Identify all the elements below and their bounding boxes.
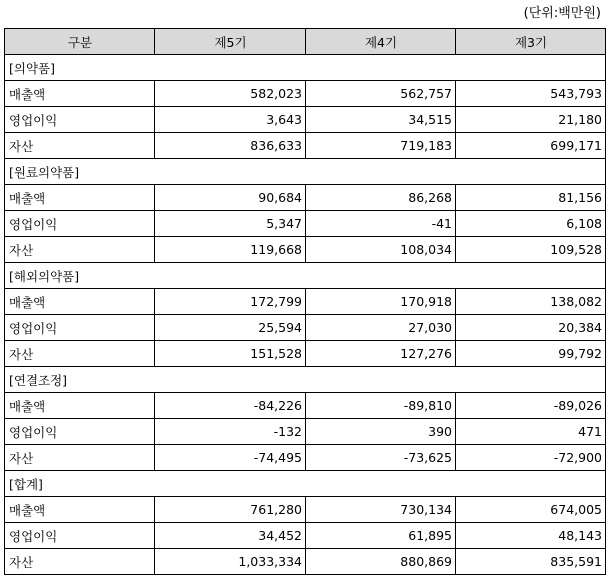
cell-period-3: 835,591 xyxy=(456,549,606,575)
cell-period-5: 172,799 xyxy=(155,289,306,315)
row-label: 자산 xyxy=(5,341,155,367)
row-label: 영업이익 xyxy=(5,211,155,237)
section-title: [연결조정] xyxy=(5,367,606,393)
row-label: 자산 xyxy=(5,133,155,159)
cell-period-4: 34,515 xyxy=(306,107,456,133)
cell-period-3: 20,384 xyxy=(456,315,606,341)
section-row xyxy=(5,55,606,81)
cell-period-3: -89,026 xyxy=(456,393,606,419)
cell-period-5: 1,033,334 xyxy=(155,549,306,575)
financial-table xyxy=(4,28,606,575)
table-row xyxy=(5,549,606,575)
table-row xyxy=(5,445,606,471)
cell-period-5: -74,495 xyxy=(155,445,306,471)
row-label: 영업이익 xyxy=(5,107,155,133)
cell-period-3: 21,180 xyxy=(456,107,606,133)
cell-period-3: 699,171 xyxy=(456,133,606,159)
cell-period-5: -84,226 xyxy=(155,393,306,419)
section-title: [합계] xyxy=(5,471,606,497)
section-row xyxy=(5,471,606,497)
cell-period-4: 730,134 xyxy=(306,497,456,523)
row-label: 매출액 xyxy=(5,185,155,211)
table-row xyxy=(5,393,606,419)
table-row xyxy=(5,497,606,523)
cell-period-5: 582,023 xyxy=(155,81,306,107)
row-label: 자산 xyxy=(5,237,155,263)
cell-period-4: 390 xyxy=(306,419,456,445)
cell-period-3: 81,156 xyxy=(456,185,606,211)
row-label: 영업이익 xyxy=(5,419,155,445)
section-row xyxy=(5,263,606,289)
section-title: [해외의약품] xyxy=(5,263,606,289)
section-row xyxy=(5,367,606,393)
cell-period-4: 880,869 xyxy=(306,549,456,575)
table-row xyxy=(5,289,606,315)
cell-period-4: 170,918 xyxy=(306,289,456,315)
cell-period-3: -72,900 xyxy=(456,445,606,471)
cell-period-3: 674,005 xyxy=(456,497,606,523)
row-label: 매출액 xyxy=(5,81,155,107)
row-label: 매출액 xyxy=(5,497,155,523)
table-row xyxy=(5,185,606,211)
table-row xyxy=(5,133,606,159)
header-period-3: 제3기 xyxy=(456,29,606,55)
cell-period-5: -132 xyxy=(155,419,306,445)
row-label: 영업이익 xyxy=(5,523,155,549)
cell-period-4: -73,625 xyxy=(306,445,456,471)
cell-period-4: -41 xyxy=(306,211,456,237)
cell-period-4: 719,183 xyxy=(306,133,456,159)
header-row xyxy=(5,29,606,55)
header-period-5: 제5기 xyxy=(155,29,306,55)
row-label: 영업이익 xyxy=(5,315,155,341)
cell-period-4: 127,276 xyxy=(306,341,456,367)
cell-period-3: 48,143 xyxy=(456,523,606,549)
cell-period-3: 543,793 xyxy=(456,81,606,107)
row-label: 매출액 xyxy=(5,393,155,419)
cell-period-4: 61,895 xyxy=(306,523,456,549)
row-label: 매출액 xyxy=(5,289,155,315)
cell-period-4: -89,810 xyxy=(306,393,456,419)
cell-period-3: 99,792 xyxy=(456,341,606,367)
cell-period-5: 90,684 xyxy=(155,185,306,211)
cell-period-4: 86,268 xyxy=(306,185,456,211)
row-label: 자산 xyxy=(5,445,155,471)
table-row xyxy=(5,237,606,263)
table-body xyxy=(5,55,606,575)
cell-period-5: 3,643 xyxy=(155,107,306,133)
unit-label: (단위:백만원) xyxy=(523,6,601,21)
cell-period-5: 761,280 xyxy=(155,497,306,523)
table-row xyxy=(5,107,606,133)
cell-period-5: 151,528 xyxy=(155,341,306,367)
section-title: [의약품] xyxy=(5,55,606,81)
table-row xyxy=(5,81,606,107)
cell-period-3: 109,528 xyxy=(456,237,606,263)
table-row xyxy=(5,419,606,445)
section-title: [원료의약품] xyxy=(5,159,606,185)
table-row xyxy=(5,523,606,549)
cell-period-5: 5,347 xyxy=(155,211,306,237)
cell-period-3: 138,082 xyxy=(456,289,606,315)
table-row xyxy=(5,341,606,367)
table-row xyxy=(5,211,606,237)
cell-period-4: 562,757 xyxy=(306,81,456,107)
header-category: 구분 xyxy=(5,29,155,55)
cell-period-3: 6,108 xyxy=(456,211,606,237)
header-period-4: 제4기 xyxy=(306,29,456,55)
cell-period-5: 836,633 xyxy=(155,133,306,159)
row-label: 자산 xyxy=(5,549,155,575)
section-row xyxy=(5,159,606,185)
cell-period-4: 27,030 xyxy=(306,315,456,341)
cell-period-5: 25,594 xyxy=(155,315,306,341)
table-row xyxy=(5,315,606,341)
cell-period-5: 34,452 xyxy=(155,523,306,549)
cell-period-4: 108,034 xyxy=(306,237,456,263)
cell-period-3: 471 xyxy=(456,419,606,445)
cell-period-5: 119,668 xyxy=(155,237,306,263)
